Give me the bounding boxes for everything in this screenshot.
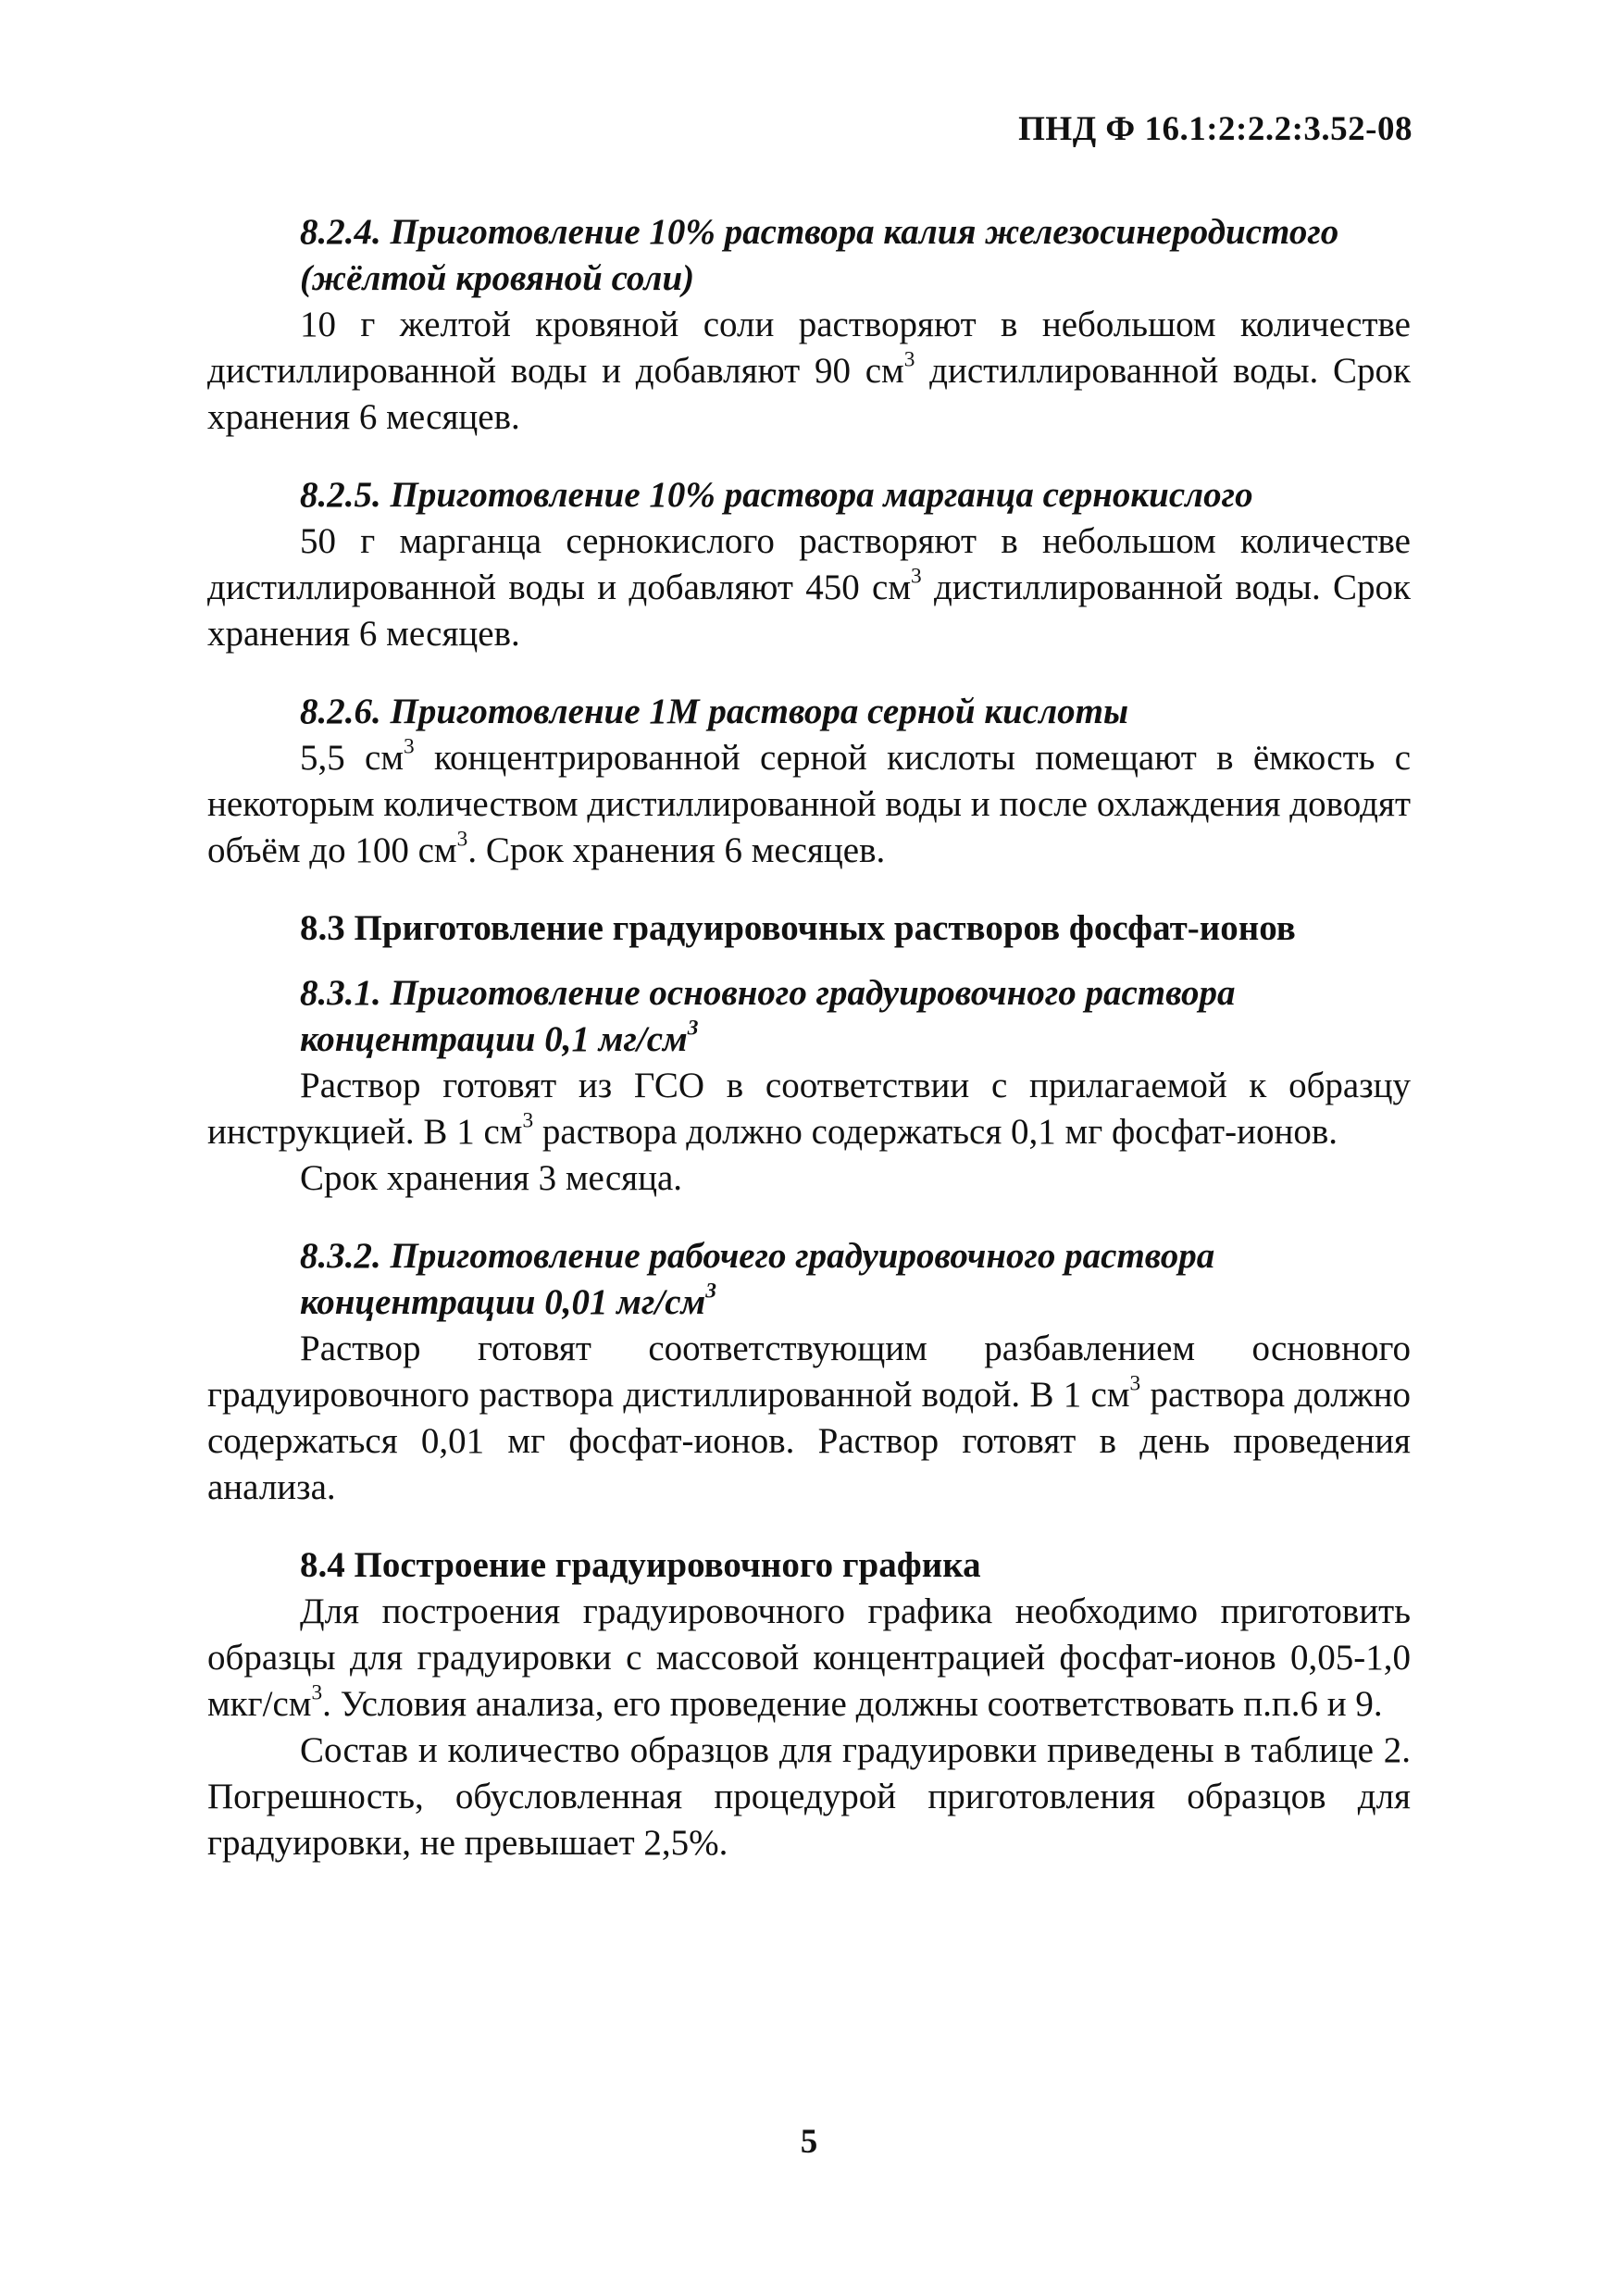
section-8-4-heading: [300, 1542, 1411, 1589]
text-run: 10 г желтой кровяной соли растворяют в небольшом количестве дистиллированной воды и добавляют 90 см: [207, 305, 1411, 391]
document-code-header: ПНД Ф 16.1:2:2.2:3.52-08: [1018, 110, 1413, 148]
text-run: 8.3.2. Приготовление рабочего градуировочного раствора концентрации 0,01 мг/см: [300, 1236, 1215, 1322]
text-run: 8.2.6. Приготовление 1М раствора серной кислоты: [300, 692, 1129, 731]
section-8-3-heading: [300, 905, 1411, 952]
superscript: 3: [404, 734, 415, 759]
subsection-8-3-2-text: [207, 1326, 1411, 1511]
subsection-8-2-5-heading: [300, 472, 1411, 518]
superscript: 3: [522, 1108, 534, 1133]
text-run: 8.2.4. Приготовление 10% раствора калия железосинеродистого (жёлтой кровяной соли): [300, 212, 1339, 298]
text-run: Раствор готовят соответствующим разбавлением основного градуировочного раствора дистиллированной водой. В 1 см: [207, 1329, 1411, 1415]
text-run: 8.2.5. Приготовление 10% раствора марганца сернокислого: [300, 475, 1253, 515]
section-8-4-text-1: [207, 1589, 1411, 1728]
superscript: 3: [456, 827, 468, 852]
text-run: . Срок хранения 6 месяцев.: [467, 830, 886, 870]
text-run: раствора должно содержаться 0,1 мг фосфат-ионов.: [533, 1112, 1338, 1152]
subsection-8-2-6-text: [207, 735, 1411, 874]
page-number: 5: [800, 2123, 818, 2161]
text-run: 8.4 Построение градуировочного графика: [300, 1545, 981, 1585]
text-run: дистиллированной воды. Срок хранения 6 месяцев.: [207, 351, 1411, 437]
subsection-8-2-6-heading: [300, 689, 1411, 735]
text-run: 8.3 Приготовление градуировочных растворов фосфат-ионов: [300, 908, 1296, 948]
superscript: 3: [311, 1680, 323, 1705]
subsection-8-2-4-heading: [300, 209, 1411, 302]
subsection-8-2-4-text: [207, 302, 1411, 441]
subsection-8-3-1-text: [207, 1063, 1411, 1155]
subsection-8-3-1-heading: [300, 970, 1411, 1063]
text-run: концентрированной серной кислоты помещают в ёмкость с некоторым количеством дистиллированной воды и после охлаждения доводят объём до 100 см: [207, 738, 1411, 870]
superscript: 3: [687, 1016, 699, 1041]
text-run: Срок хранения 3 месяца.: [300, 1158, 683, 1198]
text-run: раствора должно содержаться 0,01 мг фосфат-ионов. Раствор готовят в день проведения анализа.: [207, 1375, 1412, 1507]
subsection-8-2-5-text: [207, 518, 1411, 657]
text-run: Для построения градуировочного графика необходимо приготовить образцы для градуировки с массовой концентрацией фосфат-ионов 0,05-1,0 мкг/см: [207, 1591, 1411, 1724]
text-run: Раствор готовят из ГСО в соответствии с прилагаемой к образцу инструкцией. В 1 см: [207, 1066, 1411, 1152]
text-run: 8.3.1. Приготовление основного градуировочного раствора концентрации 0,1 мг/см: [300, 973, 1236, 1059]
superscript: 3: [911, 564, 922, 589]
text-run: Состав и количество образцов для градуировки приведены в таблице 2. Погрешность, обусловленная процедурой приготовления образцов для градуировки, не превышает 2,5%.: [207, 1730, 1411, 1863]
page-content: [207, 209, 1411, 1866]
superscript: 3: [705, 1279, 716, 1304]
superscript: 3: [1129, 1371, 1141, 1396]
superscript: 3: [903, 347, 915, 372]
text-run: . Условия анализа, его проведение должны соответствовать п.п.6 и 9.: [322, 1684, 1383, 1724]
text-run: 5,5 см: [300, 738, 404, 778]
subsection-8-3-2-heading: [300, 1233, 1411, 1326]
text-run: дистиллированной воды. Срок хранения 6 месяцев.: [207, 568, 1411, 654]
text-run: 50 г марганца сернокислого растворяют в небольшом количестве дистиллированной воды и добавляют 450 см: [207, 521, 1411, 607]
section-8-4-text-2: [207, 1728, 1411, 1866]
subsection-8-3-1-storage: [207, 1155, 1411, 1202]
